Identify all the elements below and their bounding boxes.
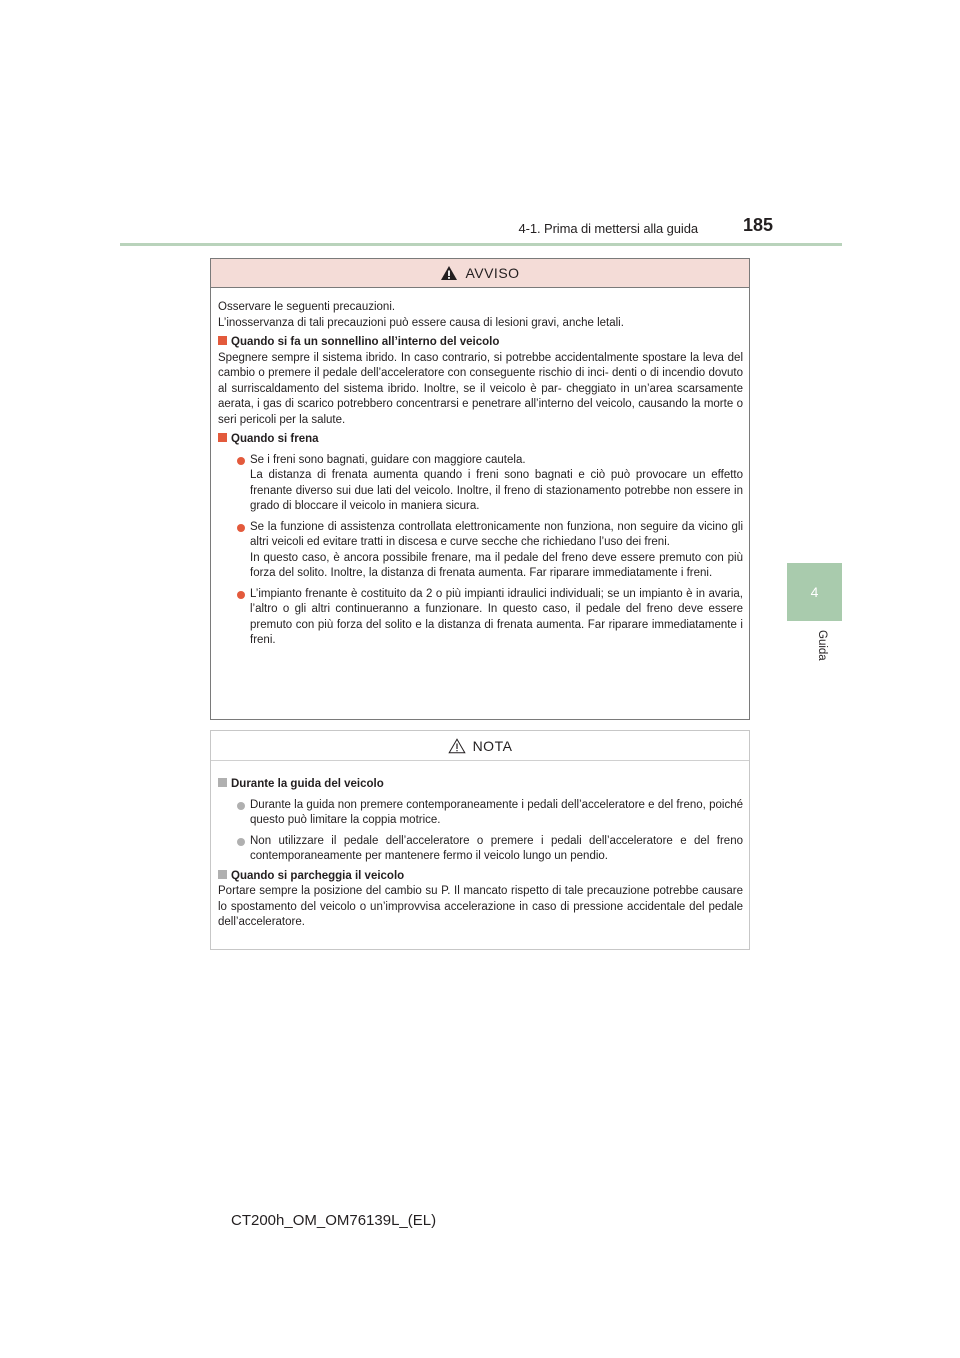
warning-section-nap	[218, 335, 743, 428]
section-square-icon	[218, 870, 227, 879]
warning-intro-2: L’inosservanza di tali precauzioni può essere causa di lesioni gravi, anche letali.	[218, 316, 624, 329]
bullet-line: Non utilizzare il pedale dell’acceleratore o premere i pedali dell’acceleratore e del freno contemporaneamente per mantenere fermo il veicolo lungo un pendio.	[250, 834, 743, 862]
chapter-number: 4	[810, 584, 819, 600]
warning-title: AVVISO	[465, 265, 520, 281]
warning-section-braking-title: Quando si frena	[231, 433, 319, 445]
page-number: 185	[743, 215, 774, 235]
notice-section-driving-heading	[218, 777, 743, 793]
bullet-dot-icon	[237, 457, 245, 465]
bullet-line: L’impianto frenante è costituito da 2 o più impianti idraulici individuali; se un impianto è in avaria, l’altro o gli altri continueranno a funzionare. In questo caso, il pedale del freno deve essere premuto con più forza del solito e la distanza di frenata aumenta. Far riparare immediatamente i freni.	[250, 587, 743, 646]
notice-header	[211, 731, 749, 761]
bullet-text	[250, 798, 743, 829]
warning-intro-1: Osservare le seguenti precauzioni.	[218, 301, 396, 313]
warning-header	[211, 259, 749, 288]
section-title: 4-1. Prima di mettersi alla guida	[518, 221, 698, 236]
notice-section-driving	[218, 777, 743, 865]
notice-section-parking-text: Portare sempre la posizione del cambio su P. Il mancato rispetto di tale precauzione potrebbe causare lo spostamento del veicolo o un’improvvisa accelerazione in caso di pressione accidentale del pedale dell’acceleratore.	[218, 885, 743, 928]
warning-section-nap-heading	[218, 335, 743, 351]
bullet-dot-icon	[237, 802, 245, 810]
warning-section-braking-heading	[218, 432, 743, 448]
notice-section-parking-title: Quando si parcheggia il veicolo	[231, 869, 405, 882]
bullet-dot-icon	[237, 591, 245, 599]
section-square-icon	[218, 336, 227, 345]
bullet-line: Se la funzione di assistenza controllata elettronicamente non funziona, non seguire da vicino gli altri veicoli ed evitare tratti in discesa e curve secche che richiedano l’uso dei freni.	[250, 520, 743, 548]
chapter-label: Guida	[816, 630, 828, 661]
list-item	[237, 587, 743, 649]
header-rule	[120, 243, 842, 246]
document-code: CT200h_OM_OM76139L_(EL)	[231, 1212, 437, 1229]
list-item	[237, 453, 743, 515]
warning-triangle-icon	[440, 265, 458, 281]
notice-body	[211, 761, 749, 931]
bullet-line: Se i freni sono bagnati, guidare con maggiore cautela.	[250, 453, 526, 466]
bullet-line: Durante la guida non premere contemporaneamente i pedali dell’acceleratore e del freno, poiché questo può limitare la coppia motrice.	[250, 798, 743, 826]
caution-triangle-icon	[448, 738, 466, 754]
bullet-text	[250, 453, 743, 515]
warning-section-nap-title: Quando si fa un sonnellino all’interno del veicolo	[231, 336, 500, 348]
bullet-text	[250, 834, 743, 865]
notice-section-parking-heading	[218, 869, 743, 885]
bullet-dot-icon	[237, 838, 245, 846]
bullet-text	[250, 587, 743, 649]
notice-title: NOTA	[472, 737, 513, 754]
notice-box	[210, 730, 750, 950]
list-item	[237, 520, 743, 582]
bullet-line: La distanza di frenata aumenta quando i freni sono bagnati e ciò può provocare un effetto frenante diverso sui due lati del veicolo. Inoltre, il freno di stazionamento potrebbe non essere in grado di bloccare il veicolo in maniera sicura.	[250, 469, 743, 512]
list-item	[237, 834, 743, 865]
notice-section-parking	[218, 869, 743, 931]
notice-section-driving-title: Durante la guida del veicolo	[231, 778, 384, 790]
section-square-icon	[218, 433, 227, 442]
warning-section-nap-text: Spegnere sempre il sistema ibrido. In caso contrario, si potrebbe accidentalmente spostare la leva del cambio o premere il pedale dell’acceleratore con conseguente rischio di inci- denti o di incendio dovuto al surriscaldamento del sistema ibrido. Inoltre, se il veicolo è par- cheggiato in un’area scarsamente aerata, i gas di scarico potrebbero concentrarsi e penetrare all’interno del veicolo, causando la morte o seri pericoli per la salute.	[218, 351, 743, 426]
section-square-icon	[218, 778, 227, 787]
chapter-tab[interactable]	[787, 563, 842, 621]
bullet-line: In questo caso, è ancora possibile frenare, ma il pedale del freno deve essere premuto con più forza del solito. Inoltre, la distanza di frenata aumenta. Far riparare immediatamente i freni.	[250, 551, 743, 579]
bullet-dot-icon	[237, 524, 245, 532]
bullet-text	[250, 520, 743, 582]
warning-section-braking	[218, 432, 743, 649]
warning-box	[210, 258, 750, 720]
list-item	[237, 798, 743, 829]
warning-body	[211, 288, 749, 649]
